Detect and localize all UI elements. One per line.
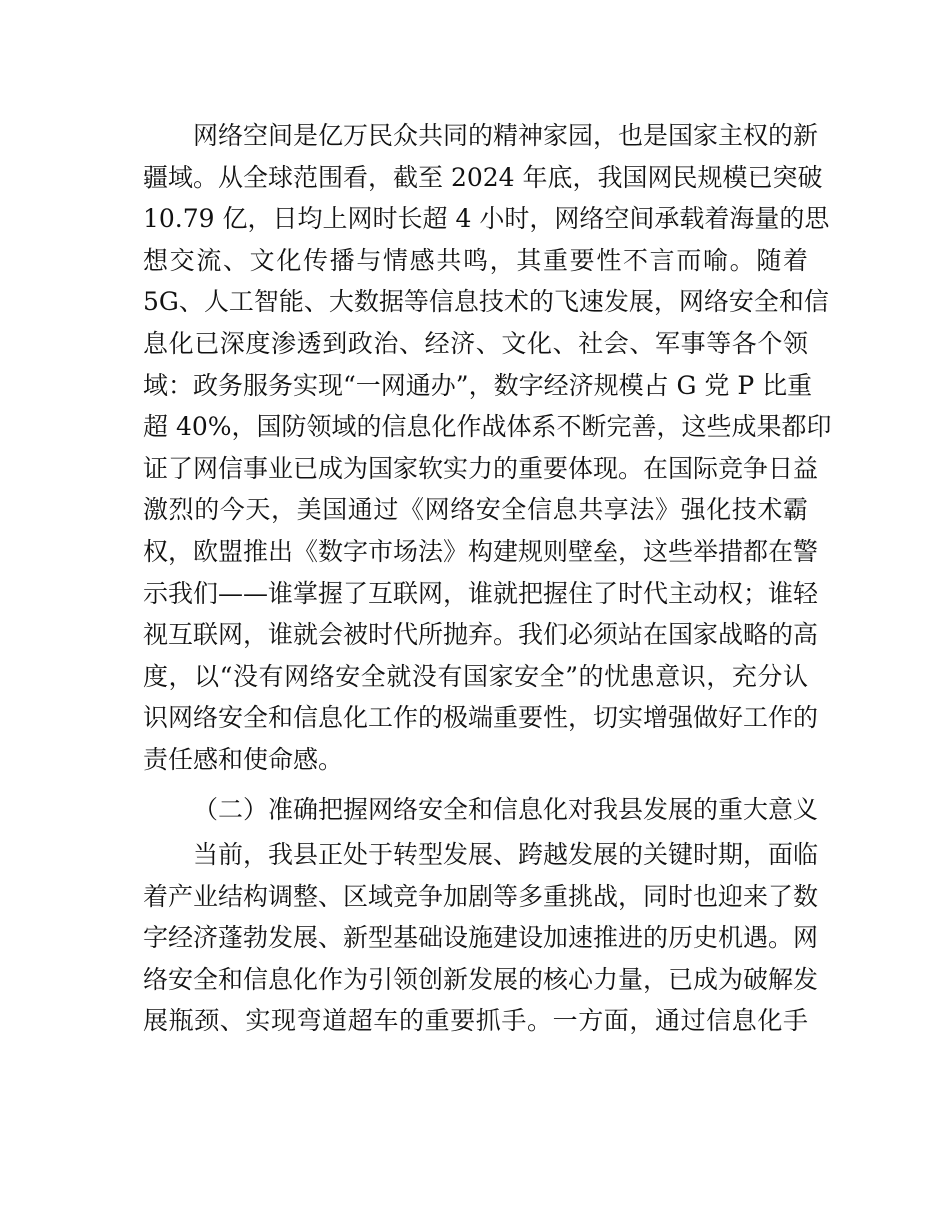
text-line: 当前，我县正处于转型发展、跨越发展的关键时期，面临 [193,840,819,870]
text-line: 识网络安全和信息化工作的极端重要性，切实增强做好工作的 [143,703,819,733]
text-line: 超 40%，国防领域的信息化作战体系不断完善，这些成果都印 [143,412,832,442]
text-line: 责任感和使命感。 [143,744,344,774]
text-line: 视互联网，谁就会被时代所抛弃。我们必须站在国家战略的高 [143,620,819,650]
text-line: 域：政务服务实现“一网通办”，数字经济规模占 G 党 P 比重 [143,370,813,400]
text-line: 着产业结构调整、区域竞争加剧等多重挑战，同时也迎来了数 [143,881,819,911]
text-line: 展瓶颈、实现弯道超车的重要抓手。一方面，通过信息化手 [143,1006,808,1036]
section-heading: （二）准确把握网络安全和信息化对我县发展的重大意义 [193,794,819,824]
text-line: 网络空间是亿万民众共同的精神家园，也是国家主权的新 [193,121,819,150]
text-line: 想交流、文化传播与情感共鸣，其重要性不言而喻。随着 [143,245,808,275]
text-line: 权，欧盟推出《数字市场法》构建规则壁垒，这些举措都在警 [143,536,819,566]
text-line: 字经济蓬勃发展、新型基础设施建设加速推进的历史机遇。网 [143,923,819,953]
text-line: 5G、人工智能、大数据等信息技术的飞速发展，网络安全和信 [143,287,829,317]
text-line: 疆域。从全球范围看，截至 2024 年底，我国网民规模已突破 [143,162,823,192]
text-line: 络安全和信息化作为引领创新发展的核心力量，已成为破解发 [143,964,819,994]
text-line: 激烈的今天，美国通过《网络安全信息共享法》强化技术霸 [143,495,808,525]
text-line: 息化已深度渗透到政治、经济、文化、社会、军事等各个领 [143,328,808,358]
text-line: 证了网信事业已成为国家软实力的重要体现。在国际竞争日益 [143,453,819,483]
paragraph-1 [143,115,832,781]
paragraph-2 [143,834,819,1042]
document-body [143,115,832,1042]
text-line: 示我们——谁掌握了互联网，谁就把握住了时代主动权；谁轻 [143,578,819,608]
text-line: 度，以“没有网络安全就没有国家安全”的忧患意识，充分认 [143,661,808,691]
text-line: 10.79 亿，日均上网时长超 4 小时，网络空间承载着海量的思 [143,204,830,234]
